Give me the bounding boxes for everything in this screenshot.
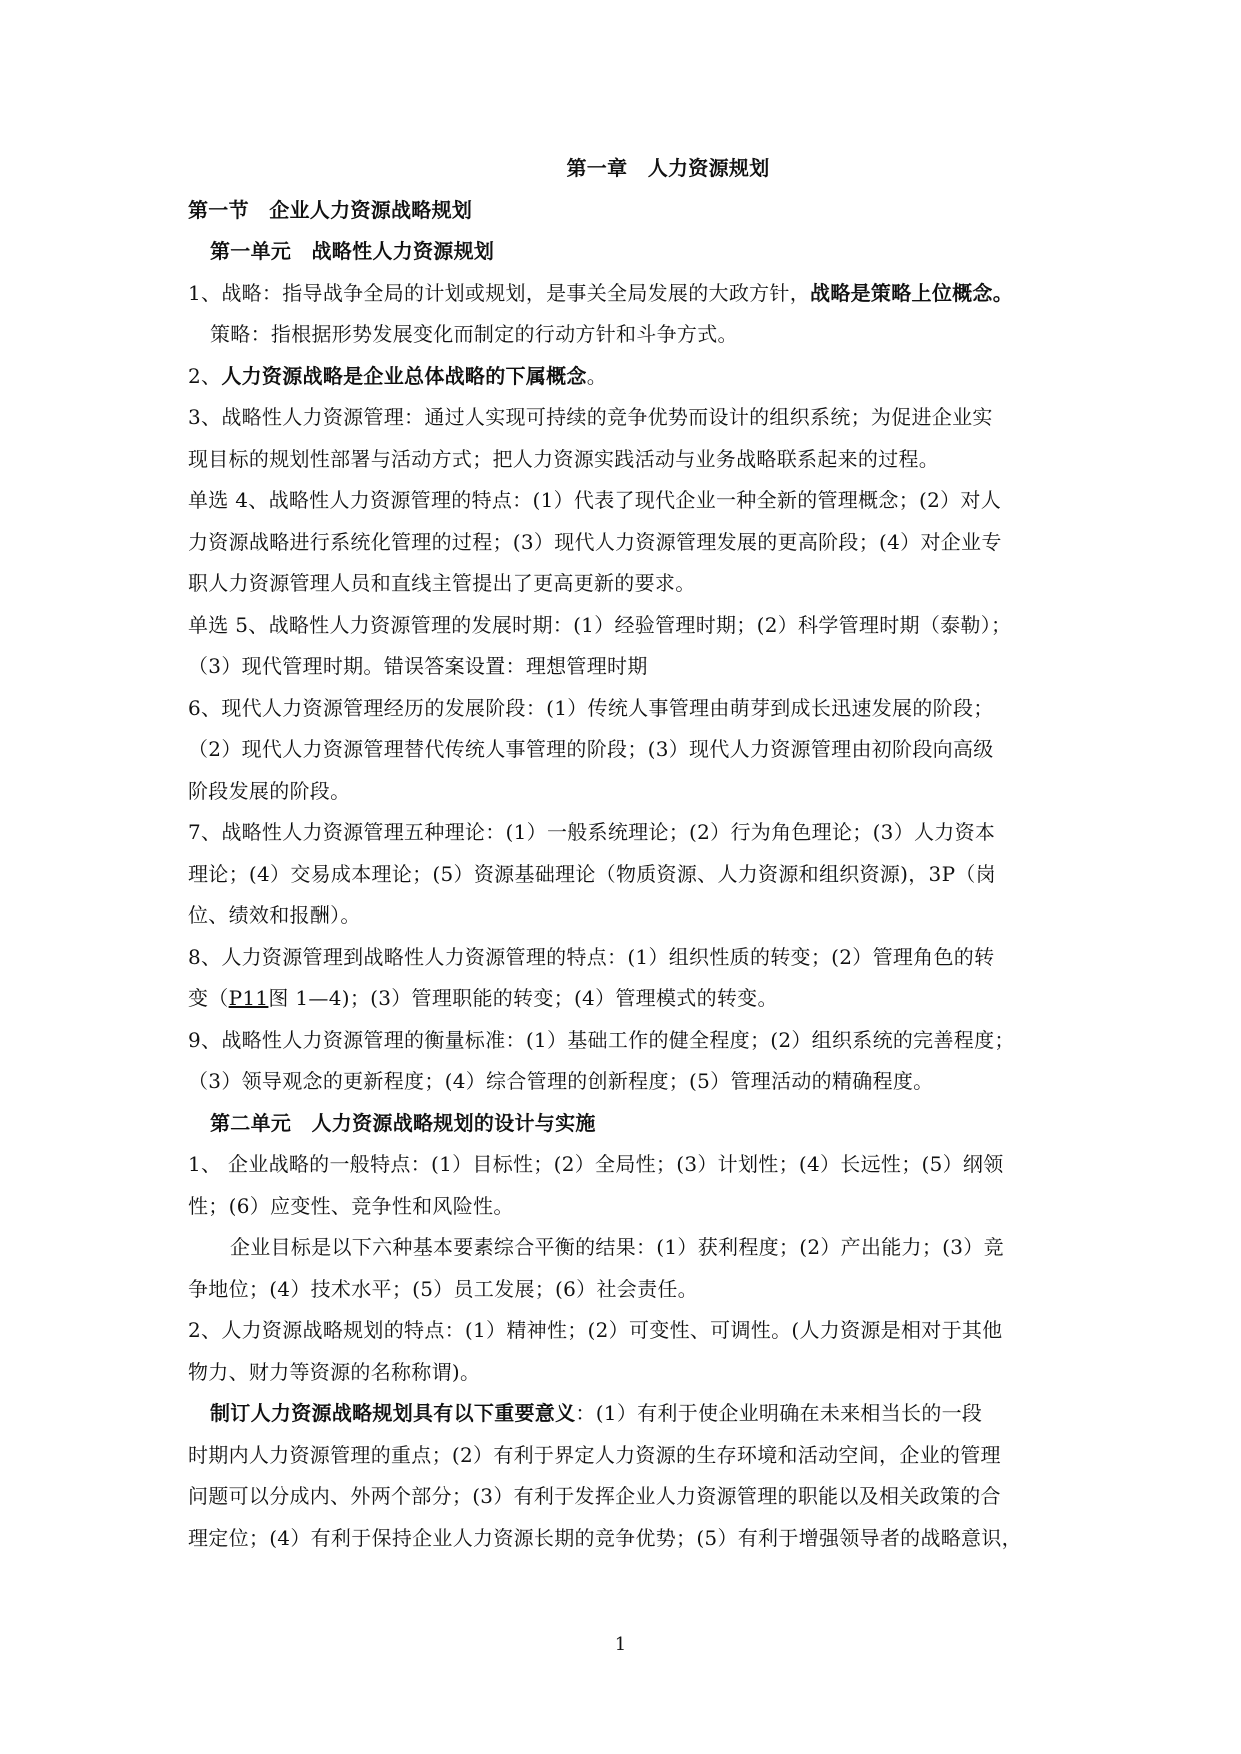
paragraph-5-line-2: （3）现代管理时期。错误答案设置：理想管理时期 bbox=[188, 654, 648, 678]
section-title: 第一节 企业人力资源战略规划 bbox=[188, 197, 473, 222]
paragraph-3-line-1: 3、战略性人力资源管理：通过人实现可持续的竞争优势而设计的组织系统；为促进企业实 bbox=[188, 405, 993, 429]
paragraph-7-line-1: 7、战略性人力资源管理五种理论：(1）一般系统理论；(2）行为角色理论；(3）人力资本 bbox=[188, 820, 996, 844]
paragraph-1-line-2: 策略：指根据形势发展变化而制定的行动方针和斗争方式。 bbox=[210, 322, 738, 346]
paragraph-7-line-2: 理论；(4）交易成本理论；(5）资源基础理论（物质资源、人力资源和组织资源)，3P（岗 bbox=[188, 861, 996, 886]
paragraph-8-line-1: 8、人力资源管理到战略性人力资源管理的特点：(1）组织性质的转变；(2）管理角色的转 bbox=[188, 944, 995, 969]
paragraph-5-line-1: 单选 5、战略性人力资源管理的发展时期：(1）经验管理时期；(2）科学管理时期（泰勒）； bbox=[188, 612, 1012, 637]
u2-paragraph-1-line-4: 争地位；(4）技术水平；(5）员工发展；(6）社会责任。 bbox=[188, 1276, 698, 1301]
u2-paragraph-1-line-2: 性；(6）应变性、竞争性和风险性。 bbox=[188, 1193, 514, 1218]
u2-paragraph-3-line-2: 时期内人力资源管理的重点；(2）有利于界定人力资源的生存环境和活动空间，企业的管理 bbox=[188, 1442, 1001, 1467]
text: 变（ bbox=[188, 986, 229, 1010]
bold-text: 制订人力资源战略规划具有以下重要意义 bbox=[210, 1401, 576, 1425]
paragraph-6-line-2: （2）现代人力资源管理替代传统人事管理的阶段；(3）现代人力资源管理由初阶段向高级 bbox=[188, 737, 994, 761]
u2-paragraph-2-line-2: 物力、财力等资源的名称称谓)。 bbox=[188, 1359, 481, 1384]
unit-title-1: 第一单元 战略性人力资源规划 bbox=[210, 239, 495, 263]
paragraph-1-line-1 bbox=[188, 273, 1058, 315]
page-number: 1 bbox=[614, 1634, 627, 1655]
paragraph-3-line-2: 现目标的规划性部署与活动方式；把人力资源实践活动与业务战略联系起来的过程。 bbox=[188, 446, 940, 471]
bold-text: 人力资源战略是企业总体战略的下属概念 bbox=[221, 363, 587, 388]
paragraph-6-line-3: 阶段发展的阶段。 bbox=[188, 778, 351, 803]
text: 图 1—4)；(3）管理职能的转变；(4）管理模式的转变。 bbox=[268, 986, 778, 1010]
unit-title-2: 第二单元 人力资源战略规划的设计与实施 bbox=[210, 1110, 596, 1135]
paragraph-9-line-2: （3）领导观念的更新程度；(4）综合管理的创新程度；(5）管理活动的精确程度。 bbox=[188, 1069, 934, 1093]
text: ：(1）有利于使企业明确在未来相当长的一段 bbox=[575, 1401, 983, 1425]
text: 。 bbox=[586, 363, 608, 388]
bold-text: 战略是策略上位概念。 bbox=[810, 280, 1014, 305]
u2-paragraph-3-line-3: 问题可以分成内、外两个部分；(3）有利于发挥企业人力资源管理的职能以及相关政策的合 bbox=[188, 1484, 1001, 1508]
paragraph-4-line-3: 职人力资源管理人员和直线主管提出了更高更新的要求。 bbox=[188, 571, 696, 595]
paragraph-2 bbox=[188, 356, 1058, 398]
chapter-title: 第一章 人力资源规划 bbox=[566, 156, 770, 180]
u2-paragraph-2-line-1: 2、人力资源战略规划的特点：(1）精神性；(2）可变性、可调性。(人力资源是相对于其他 bbox=[188, 1318, 1003, 1342]
u2-paragraph-3-line-1 bbox=[188, 1393, 1058, 1435]
u2-paragraph-1-line-1: 1、 企业战略的一般特点：(1）目标性；(2）全局性；(3）计划性；(4）长远性；(5）纲领 bbox=[188, 1152, 1004, 1176]
paragraph-6-line-1: 6、现代人力资源管理经历的发展阶段：(1）传统人事管理由萌芽到成长迅速发展的阶段； bbox=[188, 695, 994, 720]
paragraph-8-line-2 bbox=[188, 978, 1058, 1020]
paragraph-9-line-1: 9、战略性人力资源管理的衡量标准：(1）基础工作的健全程度；(2）组织系统的完善程度； bbox=[188, 1027, 1015, 1052]
page-reference: P11 bbox=[228, 986, 269, 1010]
text: 1、战略：指导战争全局的计划或规划，是事关全局发展的大政方针， bbox=[188, 280, 811, 305]
document-body bbox=[188, 148, 1058, 1559]
paragraph-4-line-1: 单选 4、战略性人力资源管理的特点：(1）代表了现代企业一种全新的管理概念；(2）对人 bbox=[188, 488, 1002, 512]
paragraph-7-line-3: 位、绩效和报酬）。 bbox=[188, 903, 361, 927]
u2-paragraph-3-line-4: 理定位；(4）有利于保持企业人力资源长期的竞争优势；(5）有利于增强领导者的战略意识， bbox=[188, 1525, 1022, 1550]
text: 2、 bbox=[188, 363, 222, 388]
u2-paragraph-1-line-3: 企业目标是以下六种基本要素综合平衡的结果：(1）获利程度；(2）产出能力；(3）竞 bbox=[230, 1235, 1004, 1259]
paragraph-4-line-2: 力资源战略进行系统化管理的过程；(3）现代人力资源管理发展的更高阶段；(4）对企业专 bbox=[188, 529, 1002, 554]
